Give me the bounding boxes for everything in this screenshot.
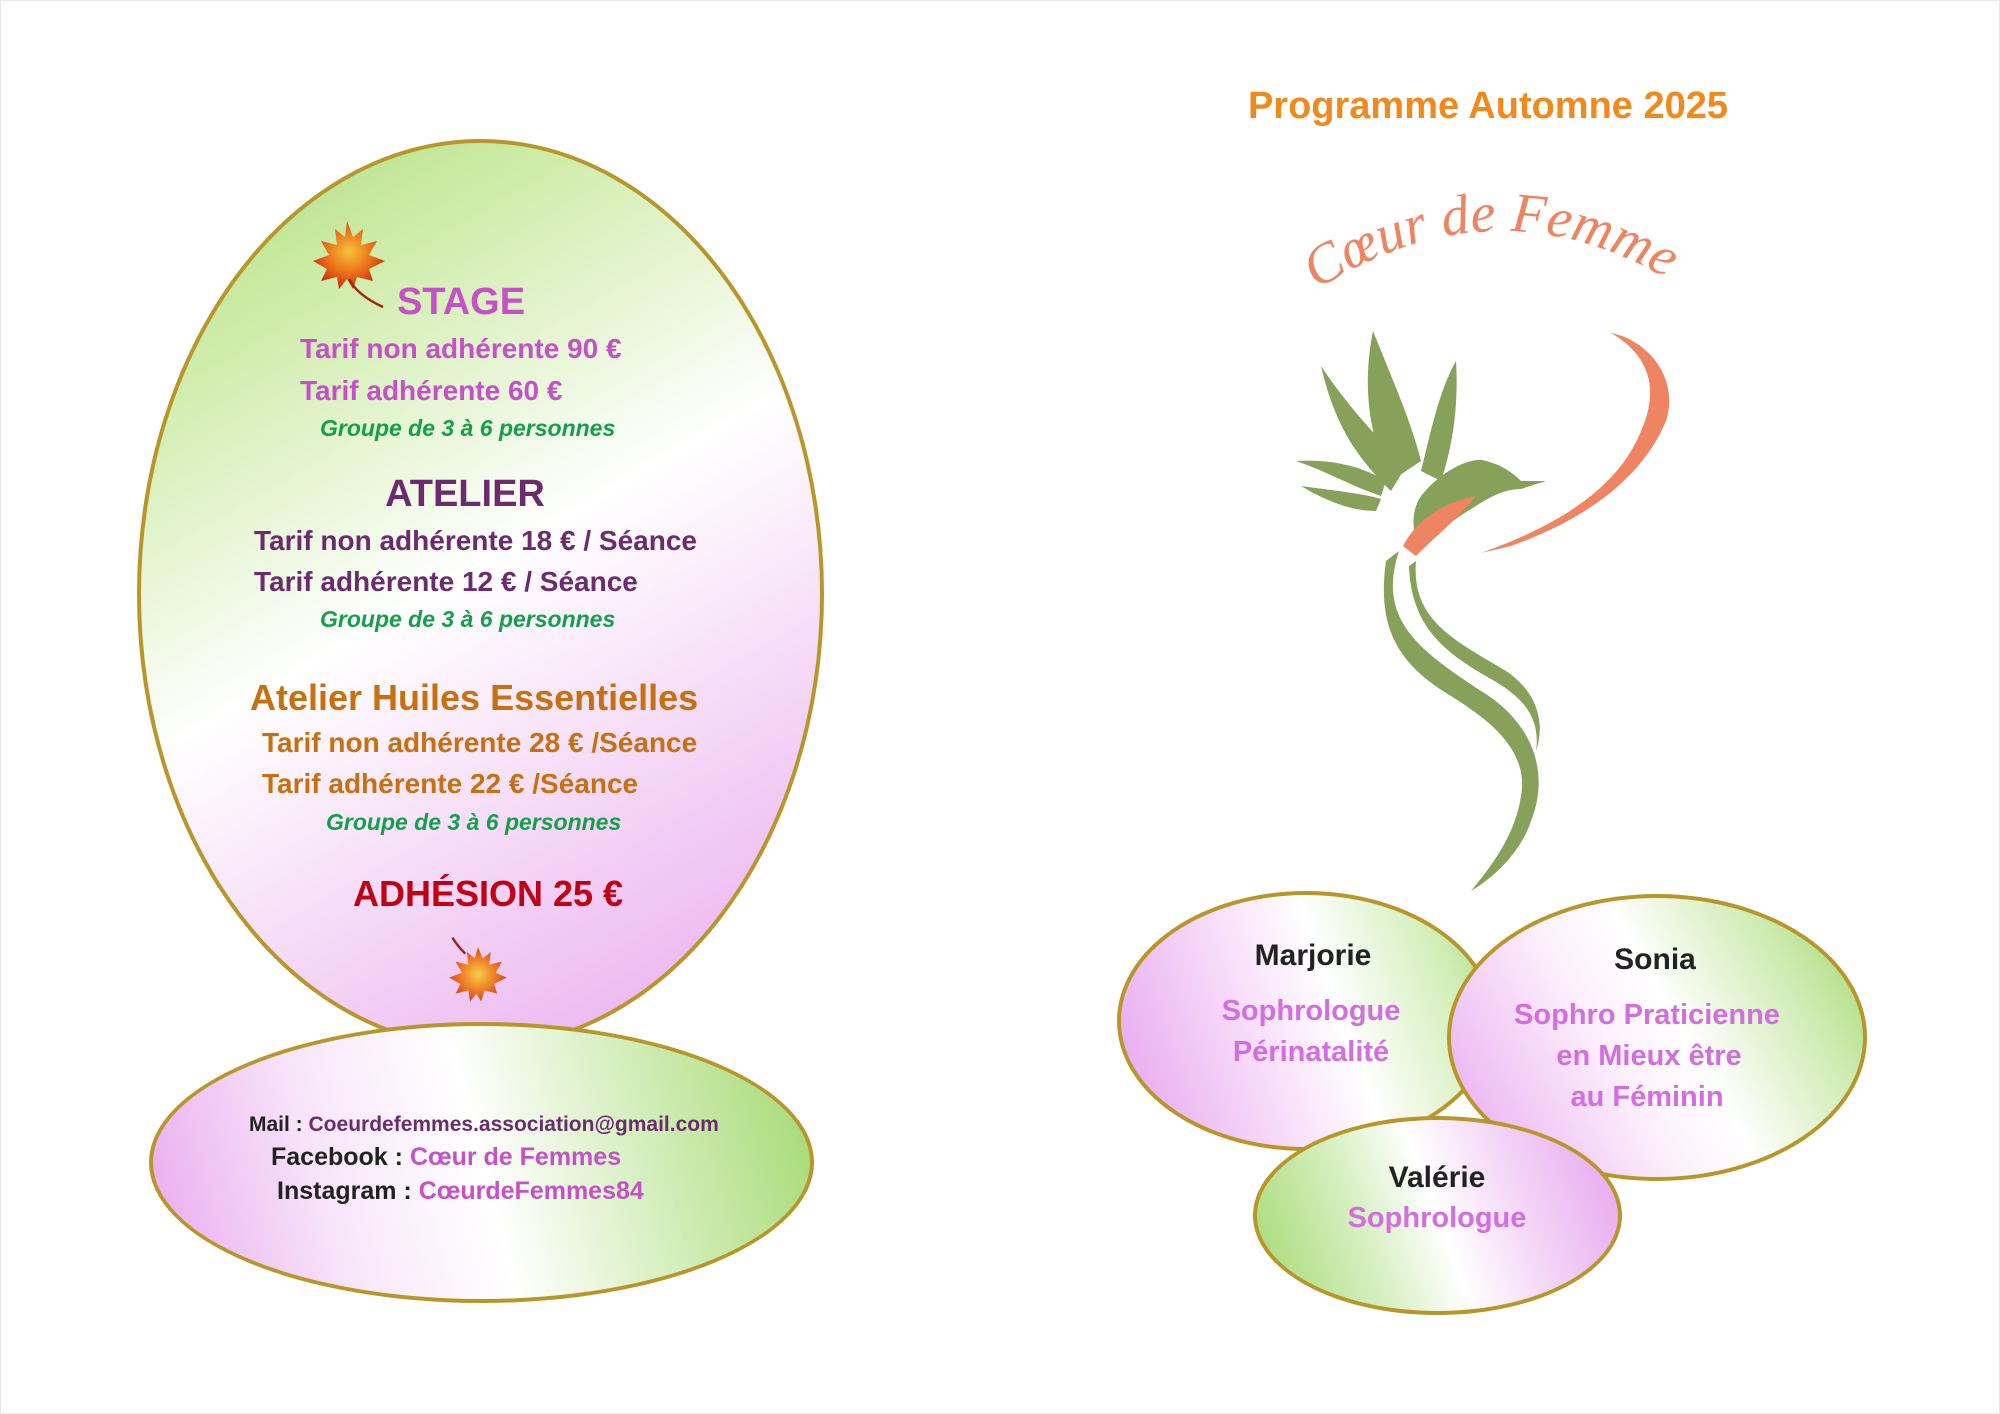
team-member-name: Marjorie <box>1254 939 1372 972</box>
stage-heading: STAGE <box>396 281 526 323</box>
stage-price-member: Tarif adhérente 60 € <box>300 375 563 406</box>
team-member-role: Périnatalité <box>1232 1036 1390 1068</box>
mail-label: Mail : <box>249 1113 303 1136</box>
svg-text:Cœur de Femmes <box>1280 122 1690 301</box>
huiles-group-size: Groupe de 3 à 6 personnes <box>326 809 622 835</box>
mail-link[interactable]: Coeurdefemmes.association@gmail.com <box>308 1113 719 1136</box>
team-member-role: Sophrologue <box>1347 1202 1527 1234</box>
team-member-name: Sonia <box>1614 943 1696 976</box>
team-member-role: au Féminin <box>1570 1081 1724 1113</box>
hummingbird-logo <box>1281 321 1701 901</box>
maple-leaf-icon <box>447 936 509 1008</box>
team-member-name: Valérie <box>1388 1161 1486 1194</box>
huiles-heading: Atelier Huiles Essentielles <box>250 677 699 718</box>
huiles-price-member: Tarif adhérente 22 € /Séance <box>262 768 639 799</box>
atelier-price-member: Tarif adhérente 12 € / Séance <box>254 566 638 597</box>
team-member-role: Sophro Praticienne <box>1514 999 1780 1031</box>
program-title: Programme Automne 2025 <box>1247 85 1729 127</box>
instagram-label: Instagram : <box>277 1177 412 1205</box>
stage-price-non-member: Tarif non adhérente 90 € <box>300 333 622 364</box>
team-member-role: en Mieux être <box>1556 1040 1742 1072</box>
atelier-heading: ATELIER <box>385 473 545 515</box>
facebook-link[interactable]: Cœur de Femmes <box>409 1143 622 1171</box>
adhesion-price: ADHÉSION 25 € <box>352 873 624 914</box>
atelier-price-non-member: Tarif non adhérente 18 € / Séance <box>254 525 697 556</box>
facebook-label: Facebook : <box>271 1143 403 1171</box>
mail-line <box>249 1113 719 1137</box>
instagram-line <box>277 1177 644 1206</box>
stage-group-size: Groupe de 3 à 6 personnes <box>320 415 616 441</box>
facebook-line <box>271 1143 621 1172</box>
atelier-group-size: Groupe de 3 à 6 personnes <box>320 606 616 632</box>
team-member-role: Sophrologue <box>1221 995 1401 1027</box>
brand-wordmark <box>1280 122 1711 301</box>
maple-leaf-icon <box>313 219 389 309</box>
instagram-link[interactable]: CœurdeFemmes84 <box>418 1177 644 1205</box>
brand-name: Cœur de Femmes <box>1280 122 1690 301</box>
huiles-price-non-member: Tarif non adhérente 28 € /Séance <box>262 727 698 758</box>
